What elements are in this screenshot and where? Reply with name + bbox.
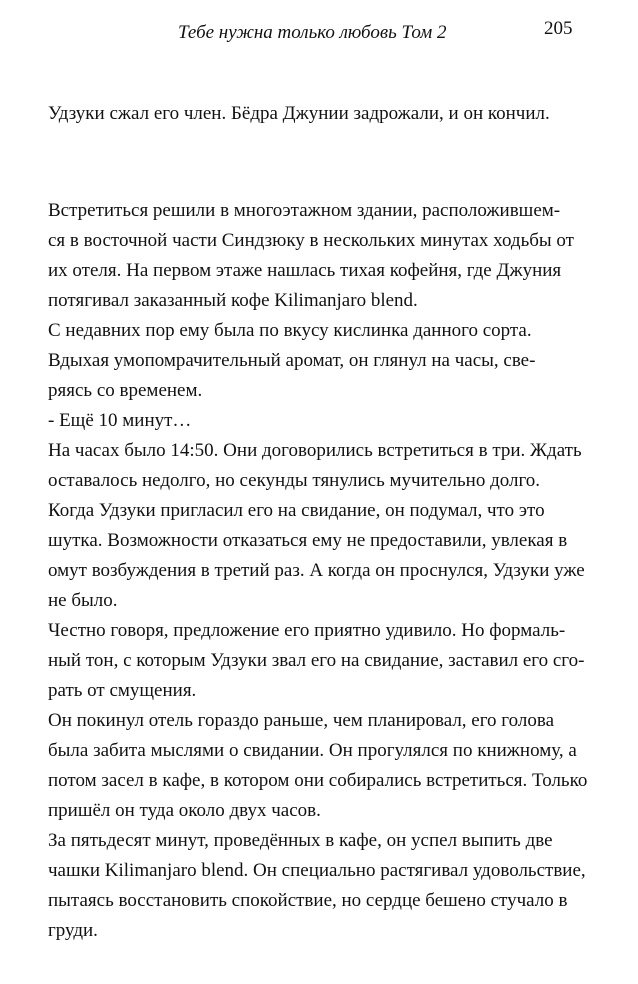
text-line: омут возбуждения в третий раз. А когда он проснулся, Удзуки уже <box>48 560 585 581</box>
text-line: пришёл он туда около двух часов. <box>48 800 321 821</box>
text-line: Вдыхая умопомрачительный аромат, он глянул на часы, све- <box>48 350 536 371</box>
text-line: Он покинул отель гораздо раньше, чем планировал, его голова <box>48 710 555 731</box>
page-number: 205 <box>544 18 573 39</box>
page-header <box>0 18 638 50</box>
text-line: пытаясь восстановить спокойствие, но сердце бешено стучало в <box>48 890 568 911</box>
text-line: груди. <box>48 920 98 941</box>
text-line: ный тон, с которым Удзуки звал его на свидание, заставил его сго- <box>48 650 585 671</box>
text-line: их отеля. На первом этаже нашлась тихая кофейня, где Джуния <box>48 260 562 281</box>
opening-paragraph: Удзуки сжал его член. Бёдра Джунии задрожали, и он кончил. <box>48 103 550 124</box>
paragraph <box>48 496 628 616</box>
text-line: С недавних пор ему была по вкусу кислинка данного сорта. <box>48 320 532 341</box>
text-line: ряясь со временем. <box>48 380 203 401</box>
paragraph <box>48 616 628 706</box>
text-line: была забита мыслями о свидании. Он прогулялся по книжному, а <box>48 740 577 761</box>
paragraph <box>48 316 628 346</box>
text-line: оставалось недолго, но секунды тянулись мучительно долго. <box>48 470 541 491</box>
text-line: Честно говоря, предложение его приятно удивило. Но формаль- <box>48 620 566 641</box>
text-line: рать от смущения. <box>48 680 197 701</box>
paragraph <box>48 346 628 406</box>
text-line: потом засел в кафе, в котором они собирались встретиться. Только <box>48 770 588 791</box>
text-line: Встретиться решили в многоэтажном здании, расположившем- <box>48 200 561 221</box>
paragraph <box>48 436 628 496</box>
body-text <box>48 196 628 946</box>
paragraph <box>48 706 628 826</box>
text-line: ся в восточной части Синдзюку в нескольких минутах ходьбы от <box>48 230 574 251</box>
text-line: не было. <box>48 590 118 611</box>
text-line: чашки Kilimanjaro blend. Он специально растягивал удовольствие, <box>48 860 586 881</box>
running-title: Тебе нужна только любовь Том 2 <box>178 22 447 43</box>
text-line: Когда Удзуки пригласил его на свидание, он подумал, что это <box>48 500 545 521</box>
text-line: На часах было 14:50. Они договорились встретиться в три. Ждать <box>48 440 582 461</box>
paragraph <box>48 406 628 436</box>
text-line: За пятьдесят минут, проведённых в кафе, он успел выпить две <box>48 830 553 851</box>
text-line: потягивал заказанный кофе Kilimanjaro blend. <box>48 290 418 311</box>
paragraph <box>48 196 628 316</box>
text-line: шутка. Возможности отказаться ему не предоставили, увлекая в <box>48 530 568 551</box>
paragraph <box>48 826 628 946</box>
text-line: - Ещё 10 минут… <box>48 410 192 431</box>
